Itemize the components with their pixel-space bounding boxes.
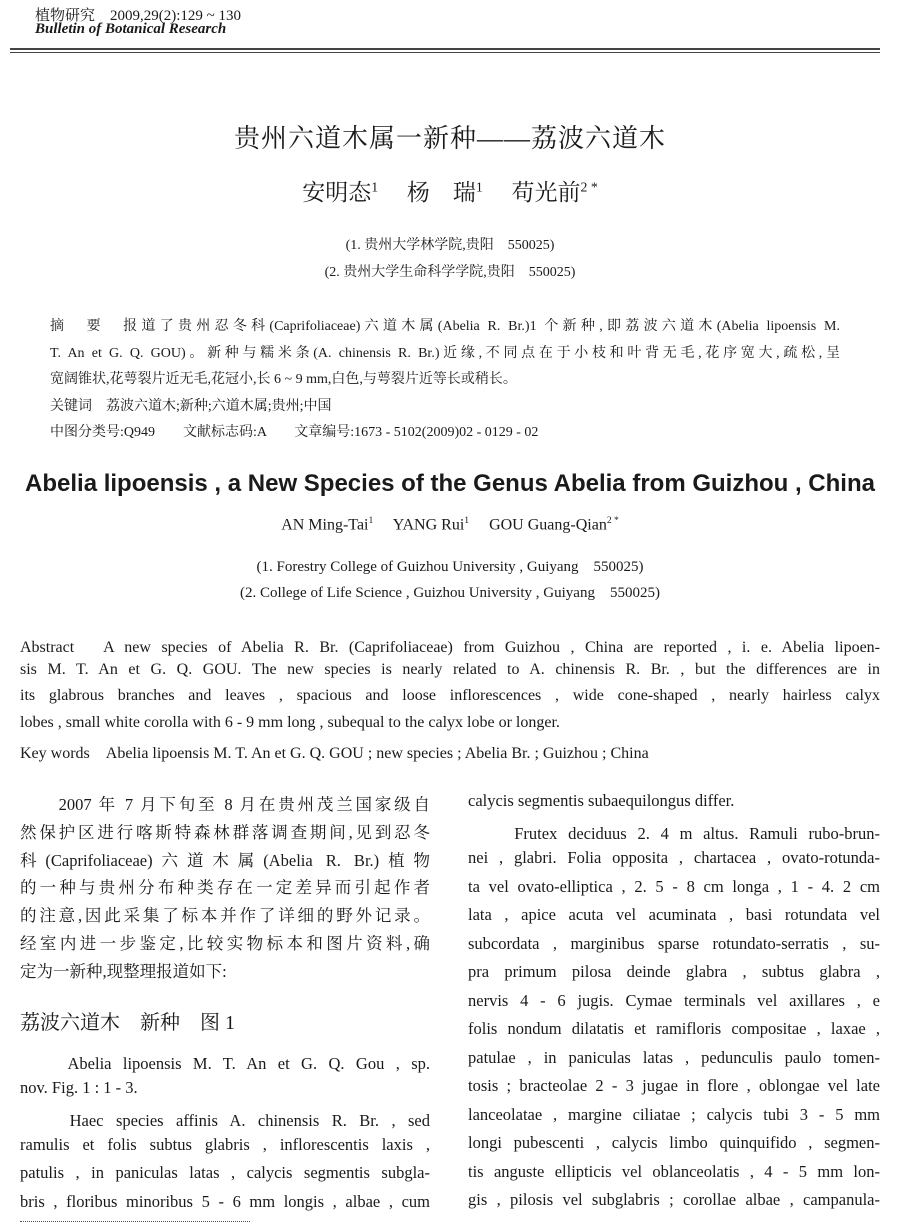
journal-name-en: Bulletin of Botanical Research xyxy=(35,21,227,37)
text-line: nei , glabri. Folia opposita , chartacea , ovato-rotunda- xyxy=(468,848,880,867)
title-cn: 贵州六道木属一新种——荔波六道木 xyxy=(233,124,666,153)
text-line: lata , apice acuta vel acuminata , basi rotundata vel xyxy=(468,905,880,924)
text-line: Haec species affinis A. chinensis R. Br. , sed xyxy=(20,1110,430,1130)
text-line: its glabrous branches and leaves , spacious and loose inflorescences , wide cone-shaped , nearly hairless calyx xyxy=(20,687,880,704)
author-name: YANG Rui xyxy=(392,516,465,534)
text-line: nervis 4 - 6 jugis. Cymae terminals vel axillares , e xyxy=(468,990,880,1010)
author-sup: 2 * xyxy=(606,515,619,526)
text-line: Abelia lipoensis M. T. An et G. Q. Gou , sp. xyxy=(20,1054,430,1073)
text-line: 关键词 荔波六道木;新种;六道木属;贵州;中国 xyxy=(50,398,332,414)
text-line: 的注意,因此采集了标本并作了详细的野外记录。 xyxy=(20,906,430,926)
author-name: 安明态 xyxy=(302,180,372,205)
header-rule-thin xyxy=(10,52,880,53)
affiliation-cn-2: (2. 贵州大学生命科学学院,贵阳 550025) xyxy=(324,265,576,280)
author-sup: 1 xyxy=(371,179,379,195)
author-name: GOU Guang-Qian xyxy=(489,516,607,534)
text-line: tis anguste ellipticis vel oblanceolatis , 4 - 5 mm lon- xyxy=(468,1161,880,1181)
text-line: pra primum pilosa deinde glabra , subtus glabra , xyxy=(468,962,880,981)
author-name: 苟光前 xyxy=(511,180,581,205)
author-sup: 2 * xyxy=(580,179,598,195)
text-line: bris , floribus minoribus 5 - 6 mm longis , albae , cum xyxy=(20,1191,430,1211)
text-line: 2007 年 7 月下旬至 8 月在贵州茂兰国家级自 xyxy=(20,795,430,814)
text-line: 然保护区进行喀斯特森林群落调查期间,见到忍冬 xyxy=(20,822,430,842)
text-line: 的一种与贵州分布种类存在一定差异而引起作者 xyxy=(20,878,430,898)
author-sup: 1 xyxy=(464,515,470,526)
text-line: patulae , in paniculas latas , pedunculis paulo tomen- xyxy=(468,1047,880,1067)
text-line: ta vel ovato-elliptica , 2. 5 - 8 cm longa , 1 - 4. 2 cm xyxy=(468,876,880,896)
authors-cn xyxy=(0,174,900,207)
text-line: patulis , in paniculas latas , calycis segmentis subgla- xyxy=(20,1163,430,1183)
text-line: 中图分类号:Q949 文献标志码:A 文章编号:1673 - 5102(2009)02 - 0129 - 02 xyxy=(50,425,539,440)
text-line: 宽阔锥状,花萼裂片近无毛,花冠小,长 6 ~ 9 mm,白色,与萼裂片近等长或稍长。 xyxy=(50,372,517,387)
text-line: Key words Abelia lipoensis M. T. An et G. Q. GOU ; new species ; Abelia Br. ; Guizhou ; China xyxy=(20,745,649,762)
text-line: tosis ; bracteolae 2 - 3 jugae in flore , oblongae vel late xyxy=(468,1076,880,1095)
text-line: gis , pilosis vel subglabris ; corollae albae , campanula- xyxy=(468,1190,880,1209)
text-line: longi pubescenti , calycis limbo quinquifido , segmen- xyxy=(468,1133,880,1152)
species-heading: 荔波六道木 新种 图 1 xyxy=(20,1012,235,1034)
text-line: 定为一新种,现整理报道如下: xyxy=(20,961,227,981)
text-line: 摘 要 报道了贵州忍冬科(Caprifoliaceae)六道木属(Abelia R. Br.)1 个新种,即荔波六道木(Abelia lipoensis M. xyxy=(50,319,840,334)
text-line: sis M. T. An et G. Q. GOU. The new species is nearly related to A. chinensis R. Br. , but the differences are in xyxy=(20,660,880,678)
author-sup: 1 xyxy=(475,179,483,195)
text-line: nov. Fig. 1 : 1 - 3. xyxy=(20,1078,138,1098)
footnote-rule xyxy=(20,1221,250,1222)
affiliation-en-1: (1. Forestry College of Guizhou University , Guiyang 550025) xyxy=(256,559,644,575)
affiliation-en-2: (2. College of Life Science , Guizhou University , Guiyang 550025) xyxy=(240,585,660,601)
text-line: Abstract A new species of Abelia R. Br. (Caprifoliaceae) from Guizhou , China are reported , i. e. Abelia lipoen- xyxy=(20,639,880,656)
text-line: T. An et G. Q. GOU)。新种与糯米条(A. chinensis R. Br.)近缘,不同点在于小枝和叶背无毛,花序宽大,疏松,呈 xyxy=(50,345,840,361)
authors-en xyxy=(0,515,900,534)
text-line: folis nondum dilatatis et ramifloris compositae , laxae , xyxy=(468,1019,880,1038)
text-line: calycis segmentis subaequilongus differ. xyxy=(468,791,735,810)
author-name: AN Ming-Tai xyxy=(281,516,369,534)
text-line: subcordata , marginibus sparse rotundato-serratis , su- xyxy=(468,933,880,953)
author-name: 杨 瑞 xyxy=(406,180,476,205)
journal-citation: 植物研究 2009,29(2):129 ~ 130 xyxy=(35,8,242,24)
text-line: lobes , small white corolla with 6 - 9 mm long , subequal to the calyx lobe or longer. xyxy=(20,713,560,731)
text-line: 经室内进一步鉴定,比较实物标本和图片资料,确 xyxy=(20,934,430,953)
header-rule xyxy=(10,48,880,50)
title-en: Abelia lipoensis , a New Species of the Genus Abelia from Guizhou , China xyxy=(25,470,875,497)
text-line: ramulis et folis subtus glabris , inflorescentis laxis , xyxy=(20,1134,430,1154)
affiliation-cn-1: (1. 贵州大学林学院,贵阳 550025) xyxy=(345,238,555,253)
text-line: 科(Caprifoliaceae)六道木属(Abelia R. Br.)植物 xyxy=(20,850,430,870)
author-sup: 1 xyxy=(368,515,374,526)
text-line: lanceolatae , margine ciliatae ; calycis tubi 3 - 5 mm xyxy=(468,1104,880,1124)
text-line: Frutex deciduus 2. 4 m altus. Ramuli rubo-brun- xyxy=(468,823,880,843)
